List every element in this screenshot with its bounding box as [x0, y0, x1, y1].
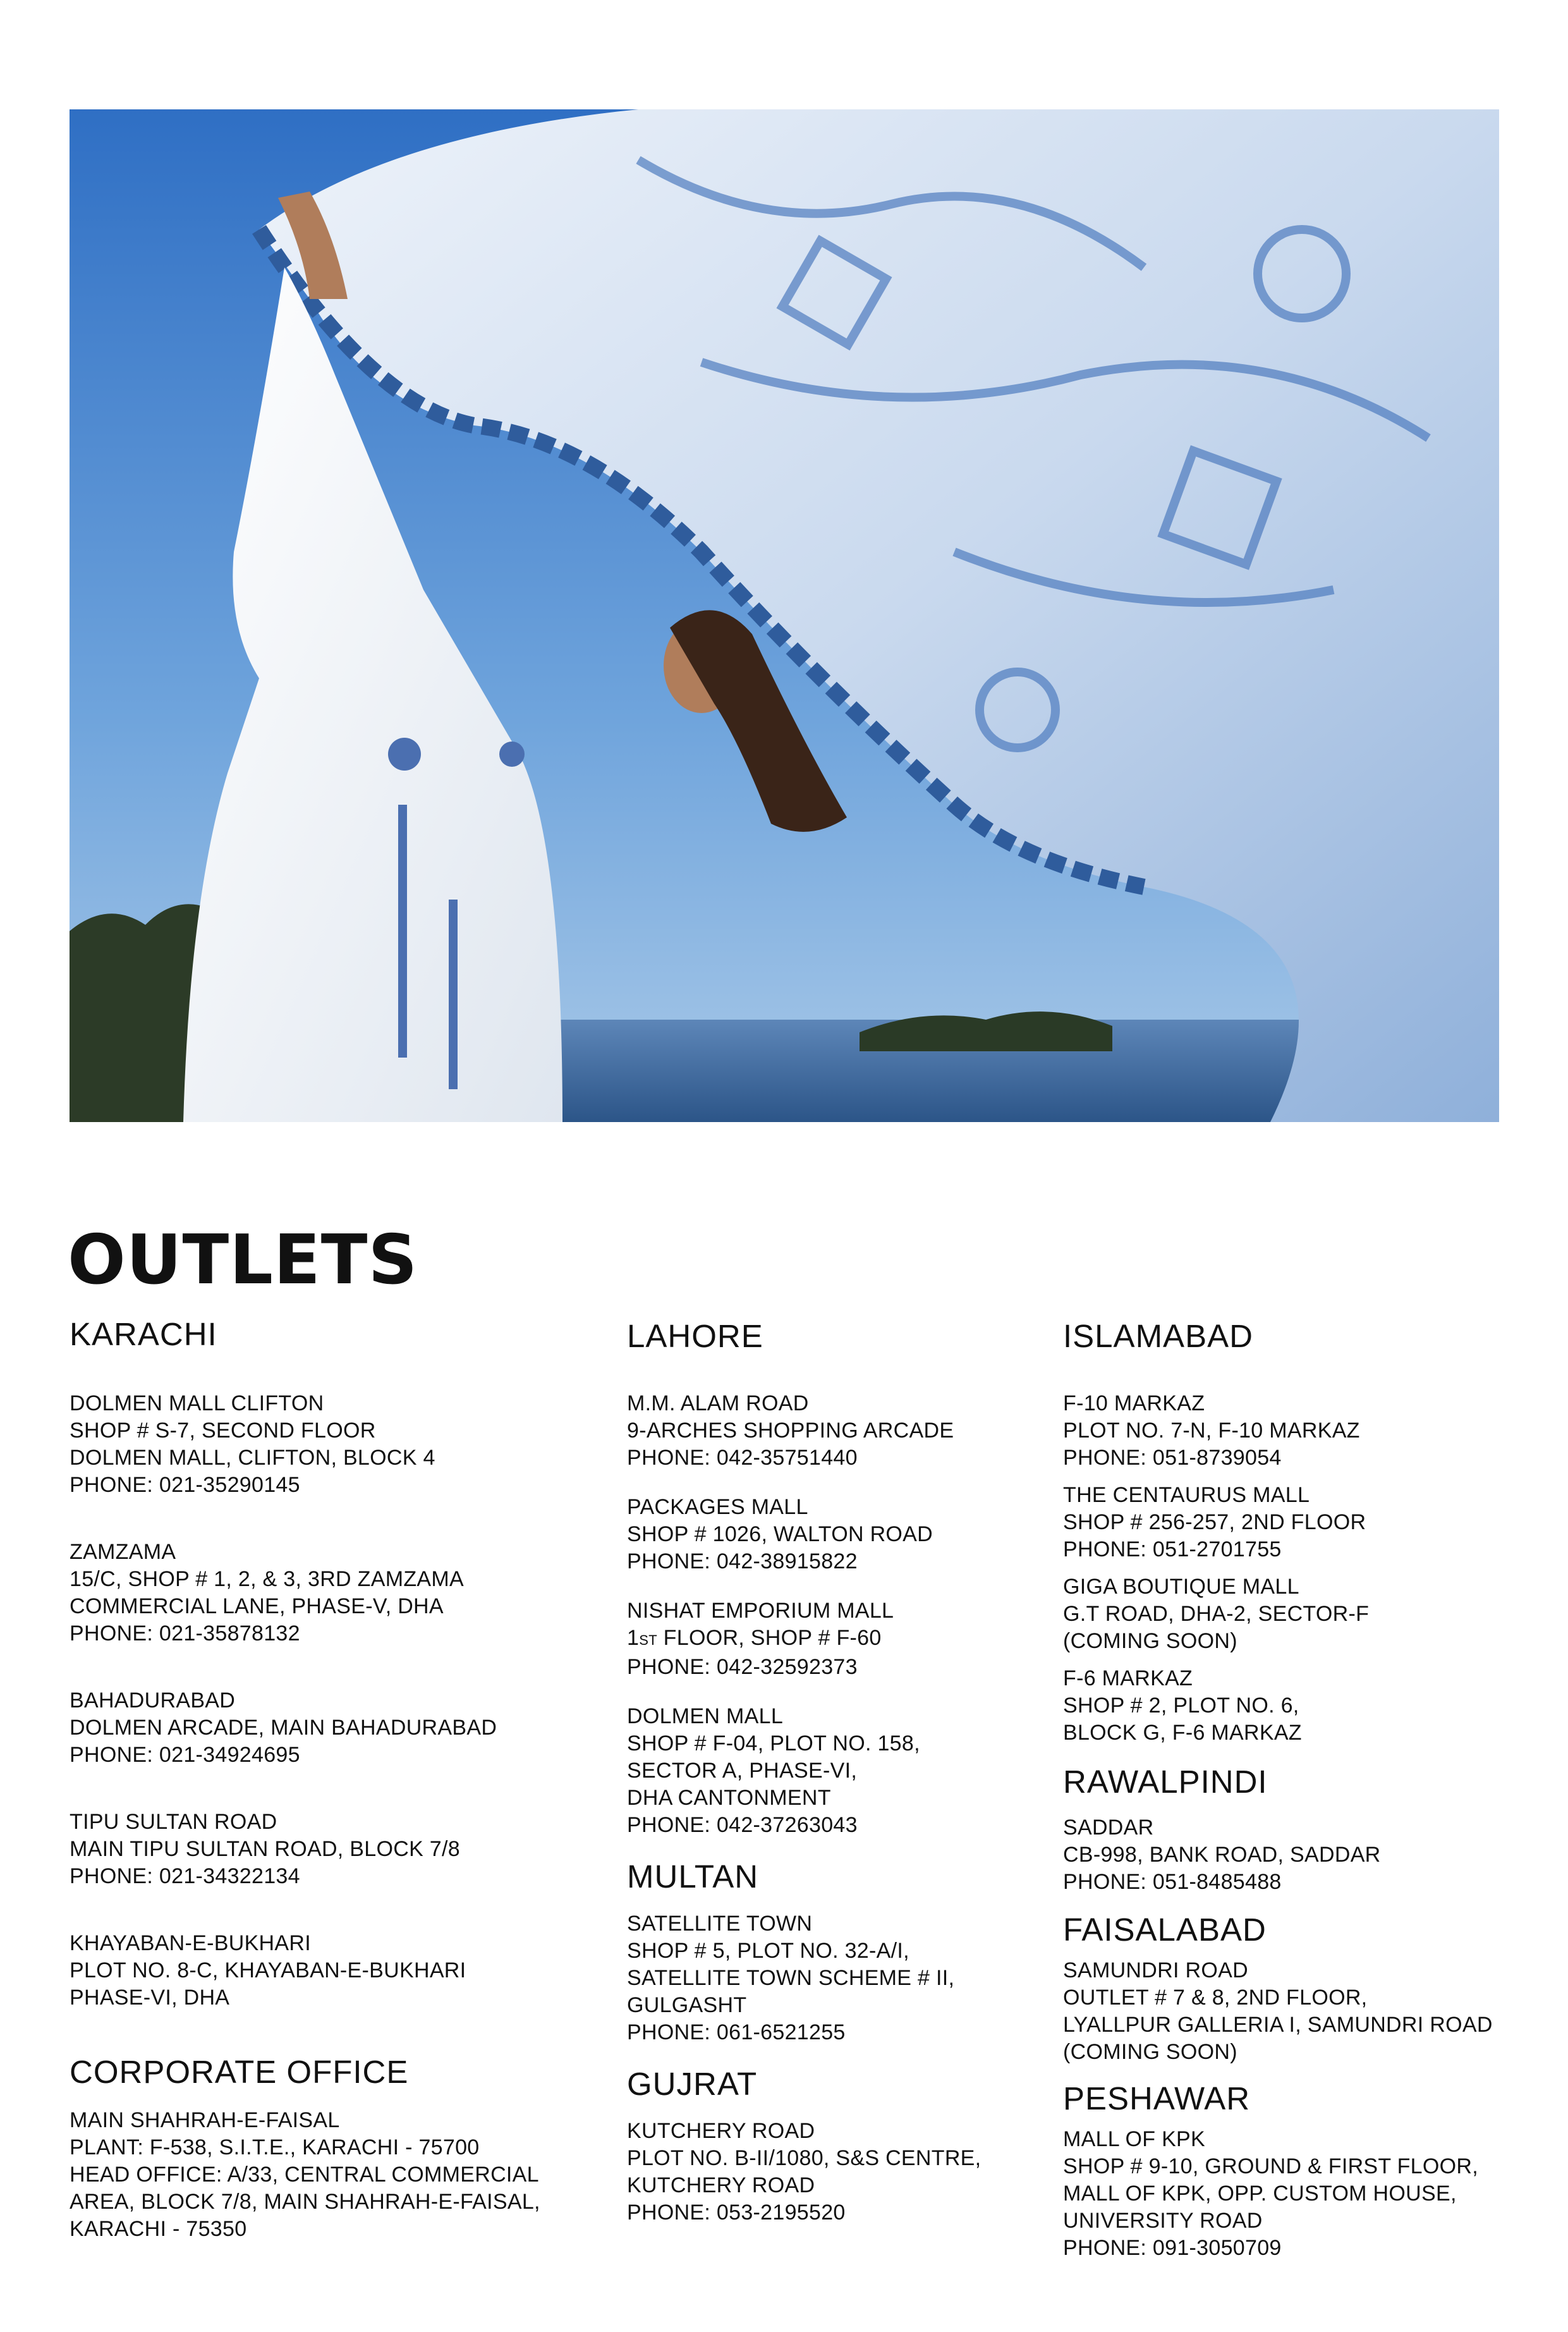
outlet-name: THE CENTAURUS MALL — [1063, 1483, 1310, 1507]
outlet-address: SHOP # 1026, WALTON ROAD — [627, 1522, 933, 1546]
outlet-samundri-road — [1063, 1957, 1531, 2066]
outlet-address: COMMERCIAL LANE, PHASE-V, DHA — [70, 1594, 444, 1618]
outlet-phone: PHONE: 021-34322134 — [70, 1864, 300, 1888]
outlet-address: LYALLPUR GALLERIA I, SAMUNDRI ROAD — [1063, 2013, 1493, 2037]
outlet-name: SADDAR — [1063, 1816, 1154, 1840]
outlet-phone: PHONE: 042-32592373 — [627, 1655, 858, 1679]
outlet-address — [627, 1625, 1057, 1654]
outlet-phone: PHONE: 061-6521255 — [627, 2020, 846, 2044]
outlet-address: MALL OF KPK, OPP. CUSTOM HOUSE, — [1063, 2182, 1457, 2206]
outlet-address: BLOCK G, F-6 MARKAZ — [1063, 1721, 1302, 1745]
outlet-address: SHOP # 256-257, 2ND FLOOR — [1063, 1510, 1366, 1534]
outlet-name: KHAYABAN-E-BUKHARI — [70, 1931, 311, 1955]
outlet-status: (COMING SOON) — [1063, 1629, 1237, 1653]
city-heading-lahore: LAHORE — [627, 1318, 763, 1354]
outlet-address: OUTLET # 7 & 8, 2ND FLOOR, — [1063, 1986, 1368, 2010]
outlet-dolmen-mall-lahore — [627, 1703, 1057, 1839]
city-heading-gujrat: GUJRAT — [627, 2066, 758, 2102]
outlet-address: G.T ROAD, DHA-2, SECTOR-F — [1063, 1602, 1370, 1626]
outlet-phone: PHONE: 042-38915822 — [627, 1549, 858, 1573]
outlet-status: (COMING SOON) — [1063, 2040, 1237, 2064]
outlet-satellite-town — [627, 1910, 1057, 2046]
column-lahore-multan-gujrat — [627, 1320, 1057, 2226]
outlet-phone: PHONE: 021-35878132 — [70, 1621, 300, 1645]
city-heading-rawalpindi: RAWALPINDI — [1063, 1764, 1268, 1800]
outlet-name: NISHAT EMPORIUM MALL — [627, 1599, 894, 1623]
city-heading-multan: MULTAN — [627, 1859, 759, 1895]
outlet-name: MAIN SHAHRAH-E-FAISAL — [70, 2108, 340, 2132]
column-islamabad-rawalpindi-faisalabad-peshawar — [1063, 1320, 1531, 2262]
outlet-phone: PHONE: 051-8485488 — [1063, 1870, 1282, 1894]
outlet-address: GULGASHT — [627, 1993, 747, 2017]
outlet-corporate-office — [70, 2107, 613, 2243]
outlet-address: UNIVERSITY ROAD — [1063, 2209, 1263, 2233]
outlet-saddar — [1063, 1814, 1531, 1896]
city-heading-peshawar: PESHAWAR — [1063, 2080, 1251, 2116]
outlet-phone: PHONE: 021-34924695 — [70, 1743, 300, 1767]
outlet-giga-boutique-mall — [1063, 1573, 1531, 1655]
outlet-address: DOLMEN MALL, CLIFTON, BLOCK 4 — [70, 1446, 435, 1470]
outlet-address: DOLMEN ARCADE, MAIN BAHADURABAD — [70, 1716, 497, 1740]
outlet-nishat-emporium-mall — [627, 1597, 1057, 1681]
hero-photo — [70, 109, 1499, 1122]
outlet-phone: PHONE: 053-2195520 — [627, 2201, 846, 2225]
outlet-dolmen-mall-clifton — [70, 1390, 613, 1499]
outlet-address: SHOP # 5, PLOT NO. 32-A/I, — [627, 1939, 909, 1963]
outlet-name: SAMUNDRI ROAD — [1063, 1958, 1248, 1982]
page-title: OUTLETS — [68, 1221, 418, 1300]
outlet-address: MAIN TIPU SULTAN ROAD, BLOCK 7/8 — [70, 1837, 460, 1861]
outlet-address: 9-ARCHES SHOPPING ARCADE — [627, 1419, 954, 1443]
outlet-name: PACKAGES MALL — [627, 1495, 808, 1519]
outlet-name: F-10 MARKAZ — [1063, 1391, 1205, 1415]
outlet-address: KARACHI - 75350 — [70, 2217, 247, 2241]
outlet-kutchery-road — [627, 2118, 1057, 2226]
outlet-phone: PHONE: 051-2701755 — [1063, 1537, 1282, 1561]
outlet-packages-mall — [627, 1494, 1057, 1575]
outlet-address: PLANT: F-538, S.I.T.E., KARACHI - 75700 — [70, 2135, 480, 2159]
outlet-zamzama — [70, 1539, 613, 1647]
ordinal-suffix: ST — [639, 1632, 657, 1648]
column-karachi — [70, 1318, 613, 2243]
outlet-name: SATELLITE TOWN — [627, 1912, 813, 1936]
outlet-address: 15/C, SHOP # 1, 2, & 3, 3RD ZAMZAMA — [70, 1567, 464, 1591]
outlet-address: PHASE-VI, DHA — [70, 1986, 230, 2010]
outlet-address: AREA, BLOCK 7/8, MAIN SHAHRAH-E-FAISAL, — [70, 2190, 540, 2214]
outlet-khayaban-e-bukhari — [70, 1930, 613, 2012]
hero-illustration — [70, 109, 1499, 1122]
city-heading-faisalabad: FAISALABAD — [1063, 1912, 1267, 1948]
outlet-mm-alam-road — [627, 1390, 1057, 1472]
outlet-address: SHOP # 2, PLOT NO. 6, — [1063, 1694, 1299, 1718]
city-heading-corporate-office: CORPORATE OFFICE — [70, 2054, 409, 2090]
outlet-address: SECTOR A, PHASE-VI, — [627, 1759, 858, 1783]
city-heading-islamabad: ISLAMABAD — [1063, 1318, 1253, 1354]
outlet-address: SATELLITE TOWN SCHEME # II, — [627, 1966, 955, 1990]
outlet-address: DHA CANTONMENT — [627, 1786, 831, 1810]
outlet-address: CB-998, BANK ROAD, SADDAR — [1063, 1843, 1381, 1867]
outlet-mall-of-kpk — [1063, 2126, 1531, 2262]
outlet-address: SHOP # F-04, PLOT NO. 158, — [627, 1731, 920, 1755]
outlet-name: BAHADURABAD — [70, 1688, 236, 1712]
outlet-name: ZAMZAMA — [70, 1540, 176, 1564]
outlet-address: KUTCHERY ROAD — [627, 2173, 815, 2197]
outlet-name: TIPU SULTAN ROAD — [70, 1810, 277, 1834]
outlet-f10-markaz — [1063, 1390, 1531, 1472]
outlet-name: KUTCHERY ROAD — [627, 2119, 815, 2143]
outlet-phone: PHONE: 042-37263043 — [627, 1813, 858, 1837]
outlet-address: PLOT NO. B-II/1080, S&S CENTRE, — [627, 2146, 982, 2170]
outlet-address: PLOT NO. 7-N, F-10 MARKAZ — [1063, 1419, 1360, 1443]
outlet-phone: PHONE: 051-8739054 — [1063, 1446, 1282, 1470]
outlet-name: GIGA BOUTIQUE MALL — [1063, 1575, 1299, 1599]
outlet-name: MALL OF KPK — [1063, 2127, 1205, 2151]
outlet-address: SHOP # 9-10, GROUND & FIRST FLOOR, — [1063, 2154, 1478, 2178]
outlet-name: M.M. ALAM ROAD — [627, 1391, 809, 1415]
outlet-bahadurabad — [70, 1687, 613, 1769]
outlet-tipu-sultan-road — [70, 1809, 613, 1890]
outlet-name: DOLMEN MALL CLIFTON — [70, 1391, 324, 1415]
outlet-phone: PHONE: 091-3050709 — [1063, 2236, 1282, 2260]
outlet-phone: PHONE: 042-35751440 — [627, 1446, 858, 1470]
outlet-address: HEAD OFFICE: A/33, CENTRAL COMMERCIAL — [70, 2163, 539, 2187]
outlet-phone: PHONE: 021-35290145 — [70, 1473, 300, 1497]
outlet-centaurus-mall — [1063, 1482, 1531, 1563]
city-heading-karachi: KARACHI — [70, 1316, 217, 1352]
outlet-f6-markaz — [1063, 1665, 1531, 1747]
floor-address: FLOOR, SHOP # F-60 — [657, 1626, 882, 1650]
outlet-address: PLOT NO. 8-C, KHAYABAN-E-BUKHARI — [70, 1958, 466, 1982]
outlet-name: DOLMEN MALL — [627, 1704, 784, 1728]
outlet-address: SHOP # S-7, SECOND FLOOR — [70, 1419, 376, 1443]
floor-number: 1 — [627, 1626, 640, 1650]
outlet-name: F-6 MARKAZ — [1063, 1666, 1193, 1690]
